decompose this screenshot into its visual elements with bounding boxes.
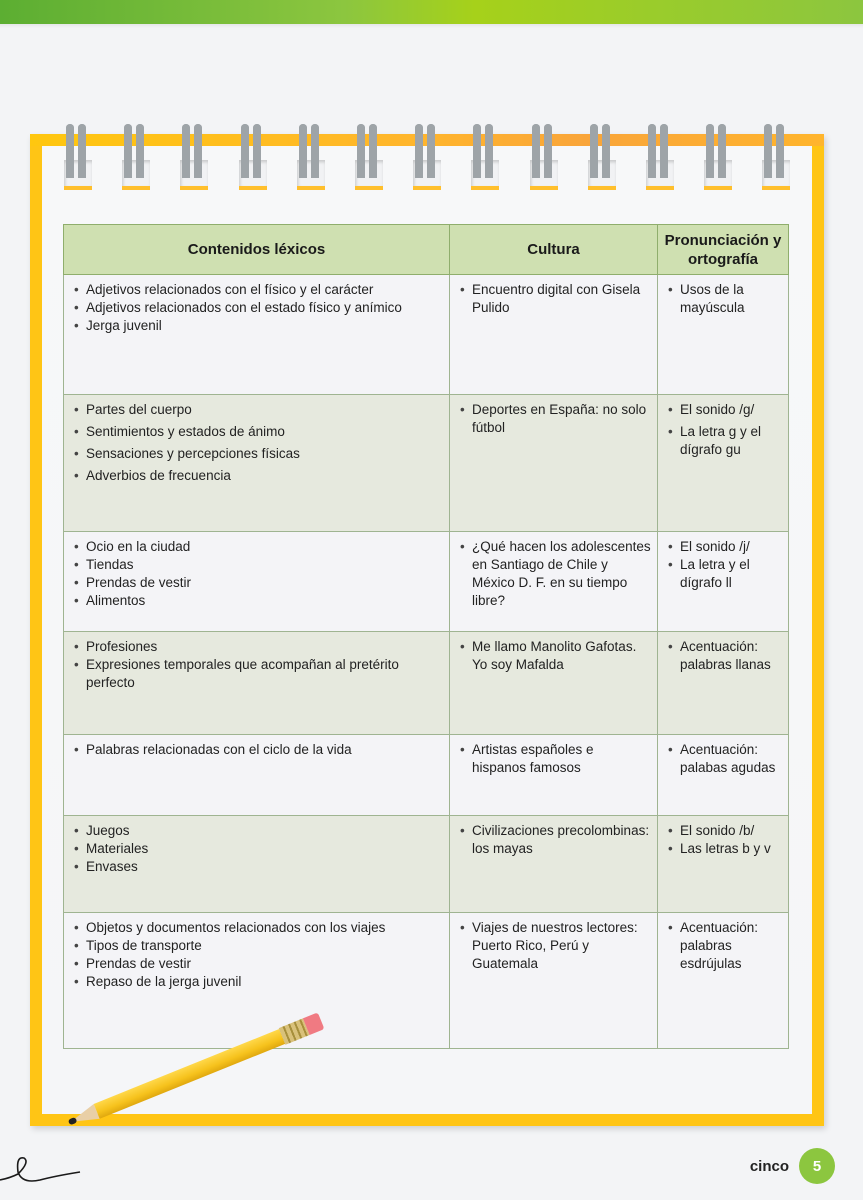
list-item: • Alimentos bbox=[72, 592, 443, 610]
list-item: • Juegos bbox=[72, 822, 443, 840]
table-row bbox=[64, 532, 789, 632]
table-row bbox=[64, 275, 789, 395]
list-item: • La letra y el dígrafo ll bbox=[666, 556, 782, 592]
table-row bbox=[64, 395, 789, 532]
list-item: • Adjetivos relacionados con el físico y el carácter bbox=[72, 281, 443, 299]
syllabus-table bbox=[63, 224, 789, 1049]
table-row bbox=[64, 735, 789, 816]
header-contenidos-lexicos: Contenidos léxicos bbox=[64, 225, 450, 275]
spiral-ring bbox=[120, 124, 154, 192]
faded-page-title bbox=[270, 50, 790, 90]
list-item: • Jerga juvenil bbox=[72, 317, 443, 335]
list-item: • Objetos y documentos relacionados con los viajes bbox=[72, 919, 443, 937]
list-item: • Profesiones bbox=[72, 638, 443, 656]
list-item: • Prendas de vestir bbox=[72, 955, 443, 973]
list-item: • Materiales bbox=[72, 840, 443, 858]
pencil-scribble bbox=[0, 1150, 90, 1190]
list-item: • Sensaciones y percepciones físicas bbox=[72, 445, 443, 463]
spiral-binding bbox=[62, 124, 802, 194]
cell-cultura bbox=[450, 632, 658, 735]
cell-lexico bbox=[64, 632, 450, 735]
header-cultura: Cultura bbox=[450, 225, 658, 275]
list-item: • ¿Qué hacen los adolescentes en Santiago de Chile y México D. F. en su tiempo libre? bbox=[458, 538, 651, 610]
list-item: • Sentimientos y estados de ánimo bbox=[72, 423, 443, 441]
spiral-ring bbox=[237, 124, 271, 192]
list-item: • Acentuación: palabras esdrújulas bbox=[666, 919, 782, 973]
list-item: • La letra g y el dígrafo gu bbox=[666, 423, 782, 459]
header-pronunciacion: Pronunciación y ortografía bbox=[658, 225, 789, 275]
cell-pronunciacion bbox=[658, 913, 789, 1049]
cell-pronunciacion bbox=[658, 532, 789, 632]
list-item: • Artistas españoles e hispanos famosos bbox=[458, 741, 651, 777]
spiral-ring bbox=[178, 124, 212, 192]
spiral-ring bbox=[411, 124, 445, 192]
list-item: • Repaso de la jerga juvenil bbox=[72, 973, 443, 991]
spiral-ring bbox=[586, 124, 620, 192]
spiral-ring bbox=[353, 124, 387, 192]
list-item: • Palabras relacionadas con el ciclo de la vida bbox=[72, 741, 443, 759]
list-item: • Tipos de transporte bbox=[72, 937, 443, 955]
cell-pronunciacion bbox=[658, 735, 789, 816]
list-item: • Deportes en España: no solo fútbol bbox=[458, 401, 651, 437]
list-item: • El sonido /j/ bbox=[666, 538, 782, 556]
list-item: • Me llamo Manolito Gafotas. Yo soy Mafalda bbox=[458, 638, 651, 674]
cell-lexico bbox=[64, 275, 450, 395]
cell-pronunciacion bbox=[658, 275, 789, 395]
list-item: • Encuentro digital con Gisela Pulido bbox=[458, 281, 651, 317]
list-item: • Tiendas bbox=[72, 556, 443, 574]
cell-cultura bbox=[450, 532, 658, 632]
table-header-row bbox=[64, 225, 789, 275]
spiral-ring bbox=[528, 124, 562, 192]
table-row bbox=[64, 913, 789, 1049]
list-item: • Partes del cuerpo bbox=[72, 401, 443, 419]
cell-cultura bbox=[450, 395, 658, 532]
spiral-ring bbox=[644, 124, 678, 192]
list-item: • Usos de la mayúscula bbox=[666, 281, 782, 317]
list-item: • Las letras b y v bbox=[666, 840, 782, 858]
list-item: • Acentuación: palabas agudas bbox=[666, 741, 782, 777]
list-item: • Ocio en la ciudad bbox=[72, 538, 443, 556]
spiral-ring bbox=[62, 124, 96, 192]
cell-cultura bbox=[450, 816, 658, 913]
list-item: • Civilizaciones precolombinas: los mayas bbox=[458, 822, 651, 858]
cell-lexico bbox=[64, 816, 450, 913]
list-item: • Adjetivos relacionados con el estado físico y anímico bbox=[72, 299, 443, 317]
cell-lexico bbox=[64, 395, 450, 532]
list-item: • Expresiones temporales que acompañan al pretérito perfecto bbox=[72, 656, 443, 692]
list-item: • Viajes de nuestros lectores: Puerto Rico, Perú y Guatemala bbox=[458, 919, 651, 973]
page-footer bbox=[750, 1148, 835, 1184]
spiral-ring bbox=[295, 124, 329, 192]
cell-pronunciacion bbox=[658, 816, 789, 913]
table-row bbox=[64, 816, 789, 913]
cell-cultura bbox=[450, 913, 658, 1049]
list-item: • El sonido /g/ bbox=[666, 401, 782, 419]
cell-cultura bbox=[450, 275, 658, 395]
cell-pronunciacion bbox=[658, 632, 789, 735]
header-color-band bbox=[0, 0, 863, 24]
spiral-ring bbox=[760, 124, 794, 192]
page-number-word: cinco bbox=[749, 1157, 789, 1175]
page-number-badge: 5 bbox=[799, 1148, 835, 1184]
spiral-ring bbox=[702, 124, 736, 192]
list-item: • Envases bbox=[72, 858, 443, 876]
list-item: • El sonido /b/ bbox=[666, 822, 782, 840]
cell-pronunciacion bbox=[658, 395, 789, 532]
list-item: • Acentuación: palabras llanas bbox=[666, 638, 782, 674]
table-row bbox=[64, 632, 789, 735]
spiral-ring bbox=[469, 124, 503, 192]
list-item: • Adverbios de frecuencia bbox=[72, 467, 443, 485]
cell-lexico bbox=[64, 532, 450, 632]
cell-lexico bbox=[64, 735, 450, 816]
list-item: • Prendas de vestir bbox=[72, 574, 443, 592]
cell-cultura bbox=[450, 735, 658, 816]
